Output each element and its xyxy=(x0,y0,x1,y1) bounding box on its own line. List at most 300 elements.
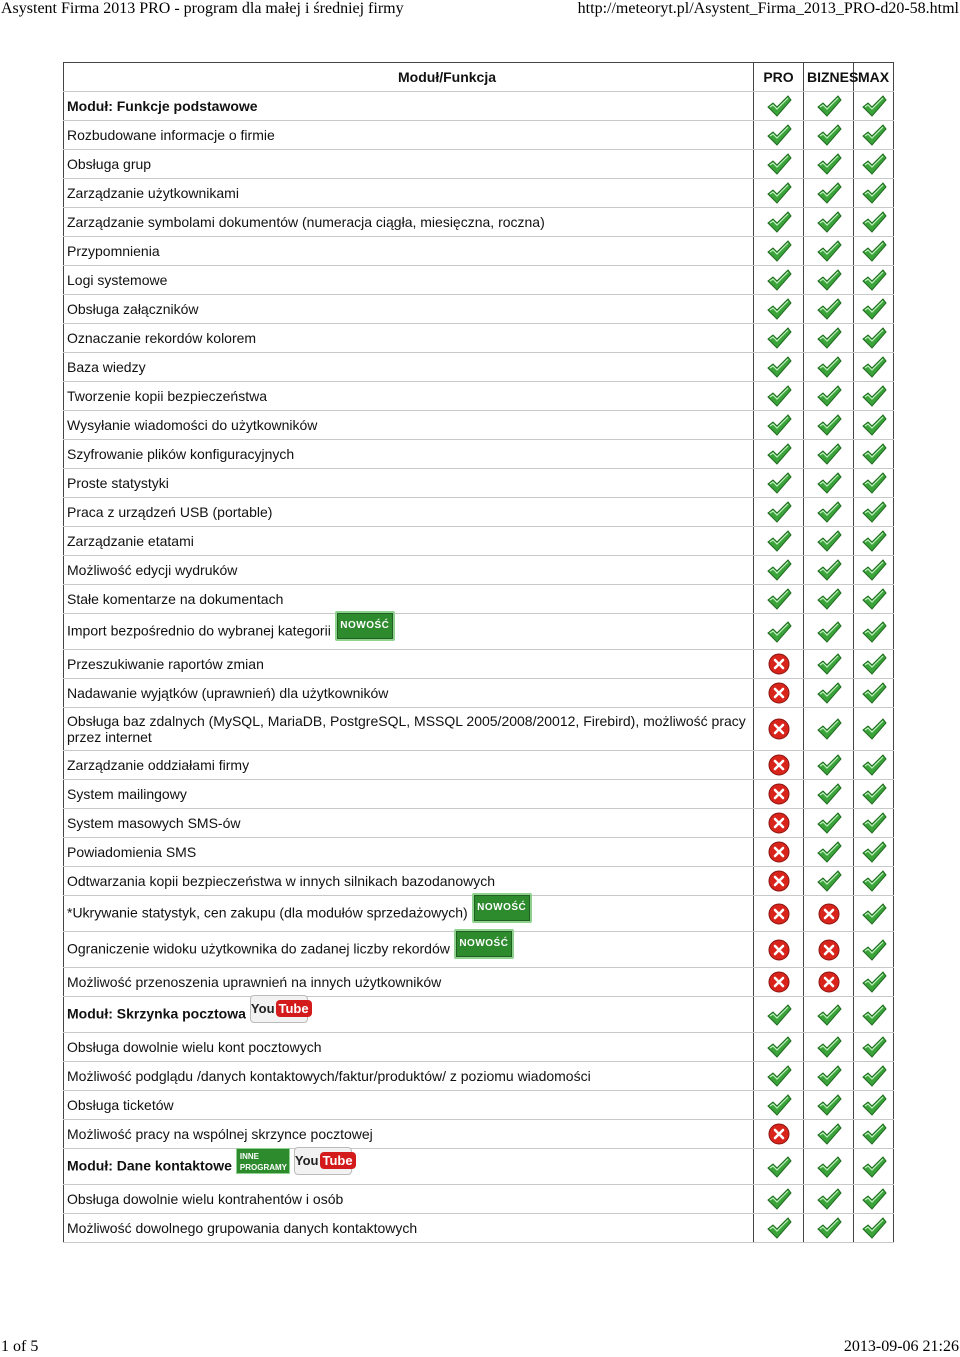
check-icon xyxy=(766,384,792,408)
table-row xyxy=(64,1214,894,1243)
cross-icon xyxy=(766,753,792,777)
check-icon xyxy=(861,938,887,962)
check-icon xyxy=(861,902,887,926)
feature-label: Możliwość dowolnego grupowania danych kontaktowych xyxy=(67,1220,418,1236)
table-row xyxy=(64,751,894,780)
availability-biznes xyxy=(804,556,854,585)
feature-label: Oznaczanie rekordów kolorem xyxy=(67,330,257,346)
availability-pro xyxy=(754,556,804,585)
feature-label: Możliwość edycji wydruków xyxy=(67,562,238,578)
cross-icon xyxy=(766,938,792,962)
cross-icon xyxy=(766,840,792,864)
check-icon xyxy=(861,970,887,994)
feature-name-cell xyxy=(64,440,754,469)
availability-max xyxy=(854,353,894,382)
check-icon xyxy=(861,811,887,835)
availability-biznes xyxy=(804,751,854,780)
availability-biznes xyxy=(804,780,854,809)
check-icon xyxy=(816,1003,842,1027)
availability-pro xyxy=(754,751,804,780)
check-icon xyxy=(861,1093,887,1117)
table-row xyxy=(64,867,894,896)
table-row xyxy=(64,266,894,295)
feature-label: System masowych SMS-ów xyxy=(67,815,241,831)
table-row xyxy=(64,353,894,382)
feature-name-cell xyxy=(64,324,754,353)
availability-pro xyxy=(754,440,804,469)
availability-max xyxy=(854,295,894,324)
feature-name-cell xyxy=(64,809,754,838)
feature-label: Proste statystyki xyxy=(67,475,169,491)
check-icon xyxy=(816,529,842,553)
table-row xyxy=(64,932,894,968)
check-icon xyxy=(861,558,887,582)
availability-biznes xyxy=(804,121,854,150)
availability-max xyxy=(854,867,894,896)
availability-pro xyxy=(754,527,804,556)
availability-biznes xyxy=(804,585,854,614)
cross-icon xyxy=(766,970,792,994)
check-icon xyxy=(816,210,842,234)
availability-pro xyxy=(754,498,804,527)
feature-name-cell xyxy=(64,838,754,867)
availability-pro xyxy=(754,411,804,440)
availability-biznes xyxy=(804,382,854,411)
feature-label: Baza wiedzy xyxy=(67,359,146,375)
availability-biznes xyxy=(804,324,854,353)
table-row xyxy=(64,92,894,121)
availability-pro xyxy=(754,179,804,208)
check-icon xyxy=(816,558,842,582)
feature-name-cell xyxy=(64,679,754,708)
check-icon xyxy=(816,840,842,864)
availability-pro xyxy=(754,896,804,932)
check-icon xyxy=(766,413,792,437)
availability-pro xyxy=(754,838,804,867)
check-icon xyxy=(766,471,792,495)
table-row xyxy=(64,997,894,1033)
availability-biznes xyxy=(804,179,854,208)
check-icon xyxy=(816,152,842,176)
check-icon xyxy=(766,529,792,553)
availability-pro xyxy=(754,121,804,150)
feature-name-cell xyxy=(64,708,754,751)
availability-pro xyxy=(754,1149,804,1185)
feature-name-cell xyxy=(64,614,754,650)
column-header-biznes: BIZNES xyxy=(804,63,854,92)
availability-pro xyxy=(754,150,804,179)
cross-icon xyxy=(766,717,792,741)
feature-label: Obsługa załączników xyxy=(67,301,199,317)
feature-name-cell xyxy=(64,266,754,295)
check-icon xyxy=(861,94,887,118)
availability-biznes xyxy=(804,411,854,440)
availability-max xyxy=(854,498,894,527)
table-row xyxy=(64,1033,894,1062)
print-header-url[interactable]: http://meteoryt.pl/Asystent_Firma_2013_PRO-d20-58.html xyxy=(577,0,959,17)
feature-name-cell xyxy=(64,411,754,440)
check-icon xyxy=(816,1187,842,1211)
column-header-feature: Moduł/Funkcja xyxy=(64,63,754,92)
availability-pro xyxy=(754,968,804,997)
check-icon xyxy=(861,268,887,292)
availability-biznes xyxy=(804,92,854,121)
check-icon xyxy=(766,500,792,524)
check-icon xyxy=(816,811,842,835)
feature-label: Przypomnienia xyxy=(67,243,160,259)
availability-biznes xyxy=(804,1214,854,1243)
feature-name-cell xyxy=(64,295,754,324)
check-icon xyxy=(766,268,792,292)
availability-pro xyxy=(754,92,804,121)
table-row xyxy=(64,121,894,150)
feature-name-cell xyxy=(64,1033,754,1062)
availability-max xyxy=(854,1185,894,1214)
availability-biznes xyxy=(804,237,854,266)
availability-max xyxy=(854,469,894,498)
table-row xyxy=(64,679,894,708)
table-row xyxy=(64,498,894,527)
check-icon xyxy=(816,1035,842,1059)
check-icon xyxy=(816,500,842,524)
availability-biznes xyxy=(804,650,854,679)
availability-max xyxy=(854,556,894,585)
table-row xyxy=(64,1149,894,1185)
feature-label: *Ukrywanie statystyk, cen zakupu (dla modułów sprzedażowych) xyxy=(67,904,468,921)
check-icon xyxy=(766,1155,792,1179)
availability-pro xyxy=(754,1062,804,1091)
availability-biznes xyxy=(804,932,854,968)
availability-biznes xyxy=(804,150,854,179)
feature-name-cell xyxy=(64,968,754,997)
availability-max xyxy=(854,527,894,556)
feature-label: Możliwość przenoszenia uprawnień na innych użytkowników xyxy=(67,974,442,990)
check-icon xyxy=(861,681,887,705)
check-icon xyxy=(766,1216,792,1240)
availability-max xyxy=(854,614,894,650)
check-icon xyxy=(861,297,887,321)
feature-name-cell xyxy=(64,498,754,527)
feature-name-cell xyxy=(64,382,754,411)
feature-label: Zarządzanie użytkownikami xyxy=(67,185,239,201)
feature-name-cell xyxy=(64,469,754,498)
availability-biznes xyxy=(804,527,854,556)
feature-label: Stałe komentarze na dokumentach xyxy=(67,591,284,607)
table-row xyxy=(64,650,894,679)
availability-pro xyxy=(754,867,804,896)
table-row xyxy=(64,614,894,650)
check-icon xyxy=(861,500,887,524)
check-icon xyxy=(816,652,842,676)
check-icon xyxy=(766,587,792,611)
feature-label: Nadawanie wyjątków (uprawnień) dla użytkowników xyxy=(67,685,389,701)
feature-comparison-table xyxy=(63,62,894,1243)
table-row xyxy=(64,1091,894,1120)
availability-pro xyxy=(754,382,804,411)
availability-pro xyxy=(754,1120,804,1149)
check-icon xyxy=(816,717,842,741)
check-icon xyxy=(861,384,887,408)
check-icon xyxy=(861,471,887,495)
availability-biznes xyxy=(804,295,854,324)
feature-name-cell xyxy=(64,997,754,1033)
feature-name-cell xyxy=(64,179,754,208)
check-icon xyxy=(861,1216,887,1240)
check-icon xyxy=(861,620,887,644)
feature-label: Moduł: Funkcje podstawowe xyxy=(67,98,258,114)
print-date: 2013-09-06 21:26 xyxy=(843,1338,959,1355)
cross-icon xyxy=(816,970,842,994)
availability-biznes xyxy=(804,708,854,751)
availability-biznes xyxy=(804,614,854,650)
feature-label: Obsługa grup xyxy=(67,156,152,172)
check-icon xyxy=(861,652,887,676)
table-row xyxy=(64,208,894,237)
availability-max xyxy=(854,751,894,780)
feature-name-cell xyxy=(64,150,754,179)
check-icon xyxy=(816,587,842,611)
feature-label: Wysyłanie wiadomości do użytkowników xyxy=(67,417,318,433)
feature-name-cell xyxy=(64,353,754,382)
availability-max xyxy=(854,650,894,679)
youtube-you-text: You xyxy=(294,1152,319,1168)
check-icon xyxy=(861,326,887,350)
table-row xyxy=(64,838,894,867)
feature-name-cell xyxy=(64,1149,754,1185)
availability-max xyxy=(854,1214,894,1243)
check-icon xyxy=(816,869,842,893)
feature-name-cell xyxy=(64,92,754,121)
check-icon xyxy=(861,442,887,466)
availability-pro xyxy=(754,469,804,498)
availability-pro xyxy=(754,1214,804,1243)
feature-label: Odtwarzania kopii bezpieczeństwa w innych silnikach bazodanowych xyxy=(67,873,496,889)
check-icon xyxy=(816,471,842,495)
availability-biznes xyxy=(804,440,854,469)
feature-rows xyxy=(64,92,894,1243)
check-icon xyxy=(766,442,792,466)
feature-name-cell xyxy=(64,237,754,266)
feature-label: Moduł: Dane kontaktowe xyxy=(67,1157,232,1174)
feature-label: Rozbudowane informacje o firmie xyxy=(67,127,275,143)
check-icon xyxy=(816,239,842,263)
feature-name-cell xyxy=(64,527,754,556)
check-icon xyxy=(766,181,792,205)
feature-name-cell xyxy=(64,1185,754,1214)
youtube-tube-text: Tube xyxy=(276,1000,312,1017)
availability-max xyxy=(854,997,894,1033)
availability-pro xyxy=(754,809,804,838)
feature-name-cell xyxy=(64,751,754,780)
availability-pro xyxy=(754,997,804,1033)
check-icon xyxy=(816,123,842,147)
availability-biznes xyxy=(804,896,854,932)
availability-biznes xyxy=(804,1062,854,1091)
feature-name-cell xyxy=(64,650,754,679)
availability-pro xyxy=(754,1091,804,1120)
cross-icon xyxy=(766,811,792,835)
cross-icon xyxy=(766,1122,792,1146)
cross-icon xyxy=(766,681,792,705)
availability-pro xyxy=(754,614,804,650)
table-row xyxy=(64,469,894,498)
table-row xyxy=(64,382,894,411)
availability-biznes xyxy=(804,1149,854,1185)
feature-name-cell xyxy=(64,1091,754,1120)
youtube-icon[interactable] xyxy=(294,1147,352,1175)
availability-pro xyxy=(754,266,804,295)
feature-label: Obsługa dowolnie wielu kontrahentów i osób xyxy=(67,1191,344,1207)
availability-biznes xyxy=(804,809,854,838)
check-icon xyxy=(816,1064,842,1088)
feature-label: Zarządzanie etatami xyxy=(67,533,194,549)
table-row xyxy=(64,527,894,556)
availability-biznes xyxy=(804,838,854,867)
check-icon xyxy=(861,1035,887,1059)
table-row xyxy=(64,150,894,179)
check-icon xyxy=(861,587,887,611)
availability-pro xyxy=(754,324,804,353)
check-icon xyxy=(861,717,887,741)
table-row xyxy=(64,896,894,932)
availability-max xyxy=(854,1120,894,1149)
feature-label: Obsługa baz zdalnych (MySQL, MariaDB, PostgreSQL, MSSQL 2005/2008/20012, Firebird), możliwość pracy przez internet xyxy=(67,713,746,745)
cross-icon xyxy=(766,902,792,926)
feature-label: Szyfrowanie plików konfiguracyjnych xyxy=(67,446,295,462)
availability-max xyxy=(854,237,894,266)
new-badge: NOWOŚĆ xyxy=(454,929,514,959)
check-icon xyxy=(816,1093,842,1117)
check-icon xyxy=(766,326,792,350)
table-row xyxy=(64,968,894,997)
check-icon xyxy=(861,1122,887,1146)
feature-label: Powiadomienia SMS xyxy=(67,844,197,860)
feature-name-cell xyxy=(64,896,754,932)
check-icon xyxy=(766,355,792,379)
availability-pro xyxy=(754,932,804,968)
check-icon xyxy=(766,123,792,147)
availability-biznes xyxy=(804,498,854,527)
feature-label: Zarządzanie symbolami dokumentów (numeracja ciągła, miesięczna, roczna) xyxy=(67,214,545,230)
check-icon xyxy=(766,297,792,321)
feature-label: Obsługa ticketów xyxy=(67,1097,174,1113)
availability-biznes xyxy=(804,1091,854,1120)
check-icon xyxy=(861,1064,887,1088)
new-badge: NOWOŚĆ xyxy=(335,611,395,641)
availability-max xyxy=(854,932,894,968)
availability-max xyxy=(854,382,894,411)
check-icon xyxy=(816,297,842,321)
check-icon xyxy=(766,558,792,582)
availability-biznes xyxy=(804,1120,854,1149)
table-row xyxy=(64,708,894,751)
check-icon xyxy=(816,355,842,379)
availability-max xyxy=(854,780,894,809)
feature-name-cell xyxy=(64,780,754,809)
check-icon xyxy=(816,681,842,705)
check-icon xyxy=(861,782,887,806)
feature-name-cell xyxy=(64,1120,754,1149)
availability-pro xyxy=(754,237,804,266)
youtube-icon[interactable] xyxy=(250,995,308,1023)
youtube-tube-text: Tube xyxy=(320,1152,356,1169)
availability-max xyxy=(854,208,894,237)
feature-name-cell xyxy=(64,208,754,237)
feature-label: Możliwość podglądu /danych kontaktowych/faktur/produktów/ z poziomu wiadomości xyxy=(67,1068,591,1084)
print-header-title: Asystent Firma 2013 PRO - program dla małej i średniej firmy xyxy=(1,0,404,17)
table-row xyxy=(64,780,894,809)
check-icon xyxy=(816,181,842,205)
availability-max xyxy=(854,179,894,208)
check-icon xyxy=(816,1216,842,1240)
check-icon xyxy=(861,753,887,777)
table-header-row xyxy=(64,63,894,92)
table-row xyxy=(64,556,894,585)
feature-label: Tworzenie kopii bezpieczeństwa xyxy=(67,388,267,404)
check-icon xyxy=(816,1122,842,1146)
check-icon xyxy=(766,1035,792,1059)
column-header-max: MAX xyxy=(854,63,894,92)
feature-name-cell xyxy=(64,1062,754,1091)
cross-icon xyxy=(766,782,792,806)
check-icon xyxy=(861,413,887,437)
availability-max xyxy=(854,324,894,353)
availability-max xyxy=(854,708,894,751)
availability-max xyxy=(854,896,894,932)
check-icon xyxy=(816,413,842,437)
availability-biznes xyxy=(804,679,854,708)
print-footer xyxy=(0,1338,960,1357)
cross-icon xyxy=(766,869,792,893)
availability-pro xyxy=(754,353,804,382)
table-row xyxy=(64,1120,894,1149)
availability-max xyxy=(854,809,894,838)
check-icon xyxy=(816,753,842,777)
availability-max xyxy=(854,1149,894,1185)
table-row xyxy=(64,1062,894,1091)
feature-label: Obsługa dowolnie wielu kont pocztowych xyxy=(67,1039,322,1055)
check-icon xyxy=(861,529,887,553)
column-header-pro: PRO xyxy=(754,63,804,92)
feature-label: Moduł: Skrzynka pocztowa xyxy=(67,1005,246,1022)
check-icon xyxy=(766,1003,792,1027)
check-icon xyxy=(766,94,792,118)
check-icon xyxy=(861,181,887,205)
check-icon xyxy=(861,1187,887,1211)
check-icon xyxy=(861,355,887,379)
table-row xyxy=(64,809,894,838)
check-icon xyxy=(861,1155,887,1179)
availability-max xyxy=(854,679,894,708)
feature-name-cell xyxy=(64,932,754,968)
table-row xyxy=(64,411,894,440)
availability-max xyxy=(854,266,894,295)
availability-pro xyxy=(754,1033,804,1062)
availability-max xyxy=(854,411,894,440)
other-programs-badge[interactable]: INNE PROGRAMY xyxy=(236,1148,290,1174)
availability-max xyxy=(854,585,894,614)
availability-pro xyxy=(754,650,804,679)
check-icon xyxy=(766,1187,792,1211)
check-icon xyxy=(861,869,887,893)
feature-name-cell xyxy=(64,121,754,150)
availability-max xyxy=(854,440,894,469)
availability-max xyxy=(854,1091,894,1120)
check-icon xyxy=(861,840,887,864)
feature-label: Logi systemowe xyxy=(67,272,168,288)
page-number: 1 of 5 xyxy=(1,1338,39,1355)
feature-label: Możliwość pracy na wspólnej skrzynce pocztowej xyxy=(67,1126,373,1142)
